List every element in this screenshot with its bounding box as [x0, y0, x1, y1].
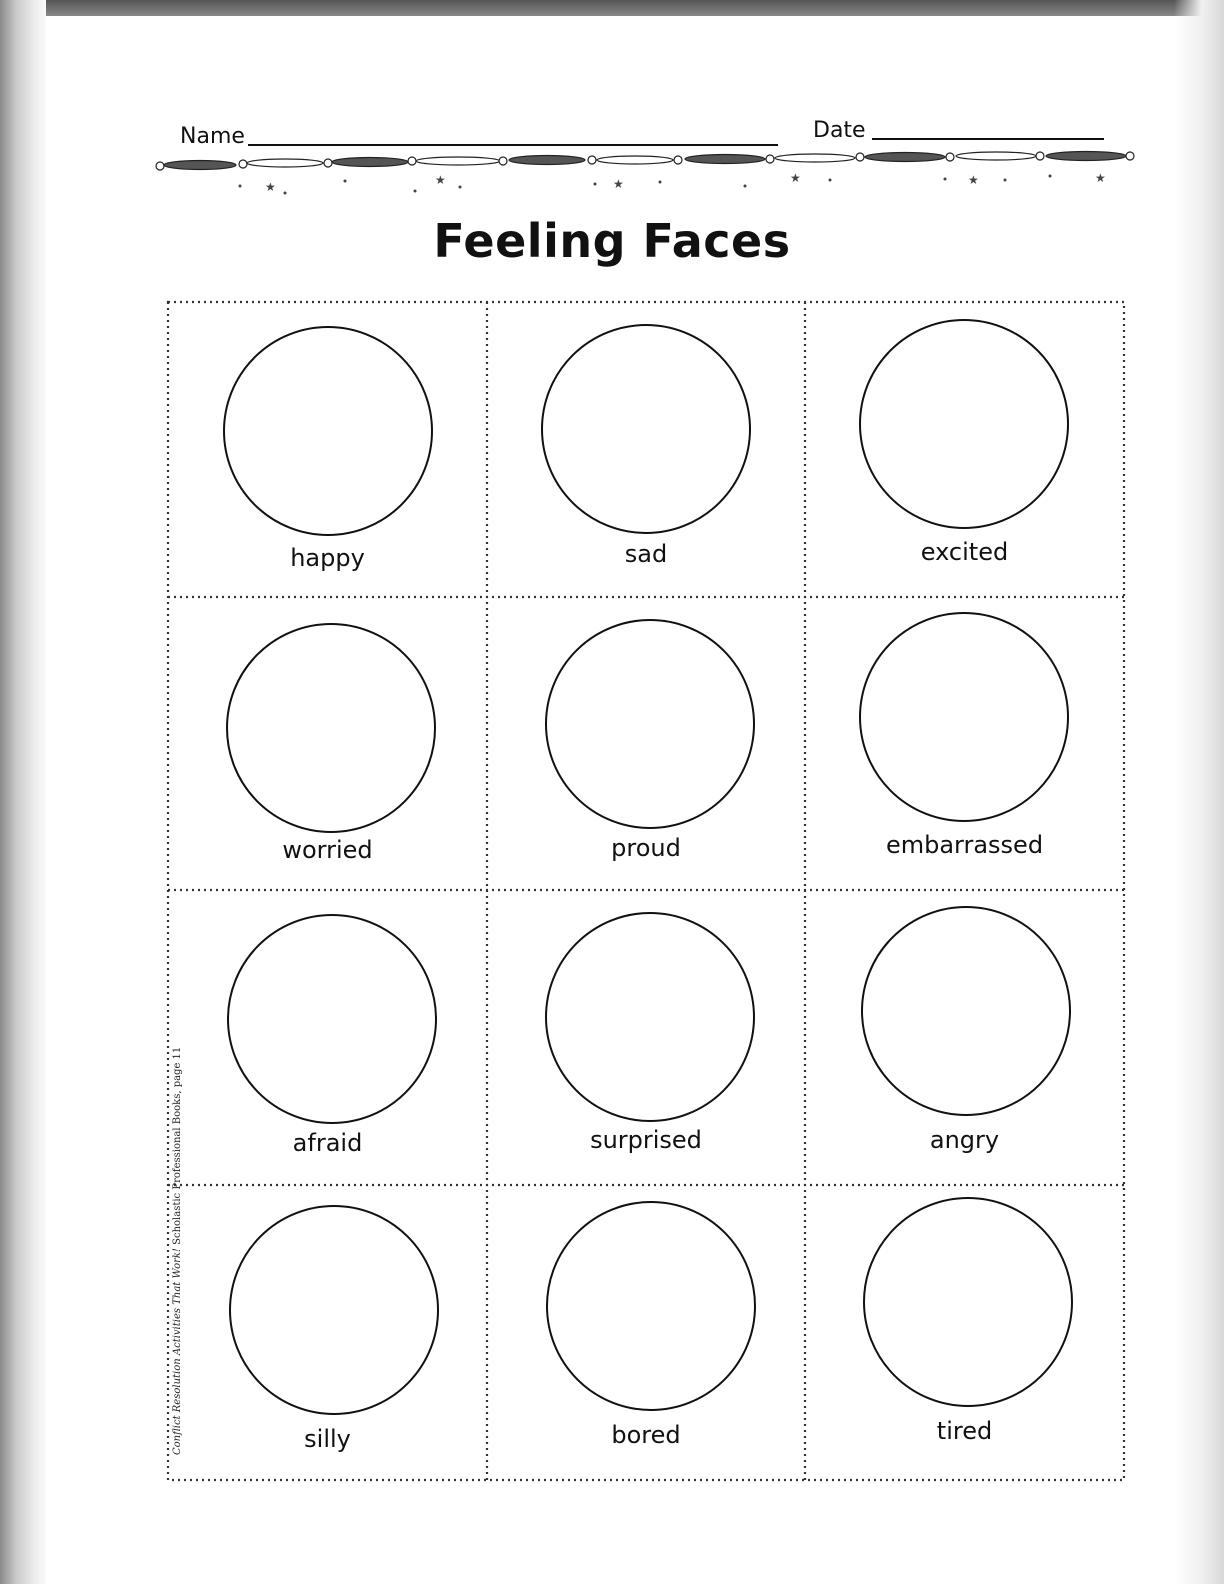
feeling-label: tired — [936, 1417, 993, 1445]
face-cell-proud — [489, 599, 803, 888]
svg-text:★: ★ — [1095, 171, 1106, 185]
face-cell-afraid — [170, 892, 485, 1183]
face-circle[interactable] — [541, 324, 751, 534]
feeling-label: angry — [929, 1126, 1000, 1154]
face-cell-silly — [170, 1187, 485, 1478]
face-circle[interactable] — [226, 623, 436, 833]
face-circle[interactable] — [545, 912, 755, 1122]
feeling-label: bored — [611, 1421, 681, 1449]
svg-text:★: ★ — [968, 173, 979, 187]
face-cell-embarrassed — [807, 599, 1122, 888]
feeling-label: happy — [290, 544, 365, 572]
face-cell-surprised — [489, 892, 803, 1183]
feeling-label: silly — [304, 1425, 351, 1453]
face-circle[interactable] — [863, 1197, 1073, 1407]
credit-publisher: Scholastic Professional Books, page 11 — [172, 1046, 183, 1245]
face-cell-bored — [489, 1187, 803, 1478]
face-cell-sad — [489, 304, 803, 595]
svg-text:★: ★ — [790, 171, 801, 185]
face-circle[interactable] — [545, 619, 755, 829]
svg-text:★: ★ — [265, 180, 276, 194]
credit-book-title: Conflict Resolution Activities That Work! — [172, 1248, 183, 1455]
feeling-label: excited — [920, 538, 1009, 566]
name-label: Name — [180, 124, 245, 149]
face-cell-happy — [170, 304, 485, 595]
face-cell-angry — [807, 892, 1122, 1183]
feeling-label: afraid — [292, 1129, 363, 1157]
feeling-label: surprised — [590, 1126, 702, 1154]
face-circle[interactable] — [861, 906, 1071, 1116]
feeling-label: embarrassed — [885, 831, 1044, 859]
face-circle[interactable] — [859, 319, 1069, 529]
feeling-label: sad — [624, 540, 668, 568]
svg-text:★: ★ — [613, 177, 624, 191]
face-circle[interactable] — [859, 612, 1069, 822]
face-cell-tired — [807, 1187, 1122, 1478]
face-circle[interactable] — [546, 1201, 756, 1411]
page-title: Feeling Faces — [433, 214, 791, 268]
face-circle[interactable] — [229, 1205, 439, 1415]
face-circle[interactable] — [223, 326, 433, 536]
credit-line — [172, 1047, 183, 1455]
face-cell-worried — [170, 599, 485, 888]
svg-text:★: ★ — [435, 173, 446, 187]
face-cell-excited — [807, 304, 1122, 595]
feeling-label: worried — [282, 836, 373, 864]
date-label: Date — [813, 118, 866, 143]
feeling-label: proud — [611, 834, 681, 862]
face-circle[interactable] — [227, 914, 437, 1124]
